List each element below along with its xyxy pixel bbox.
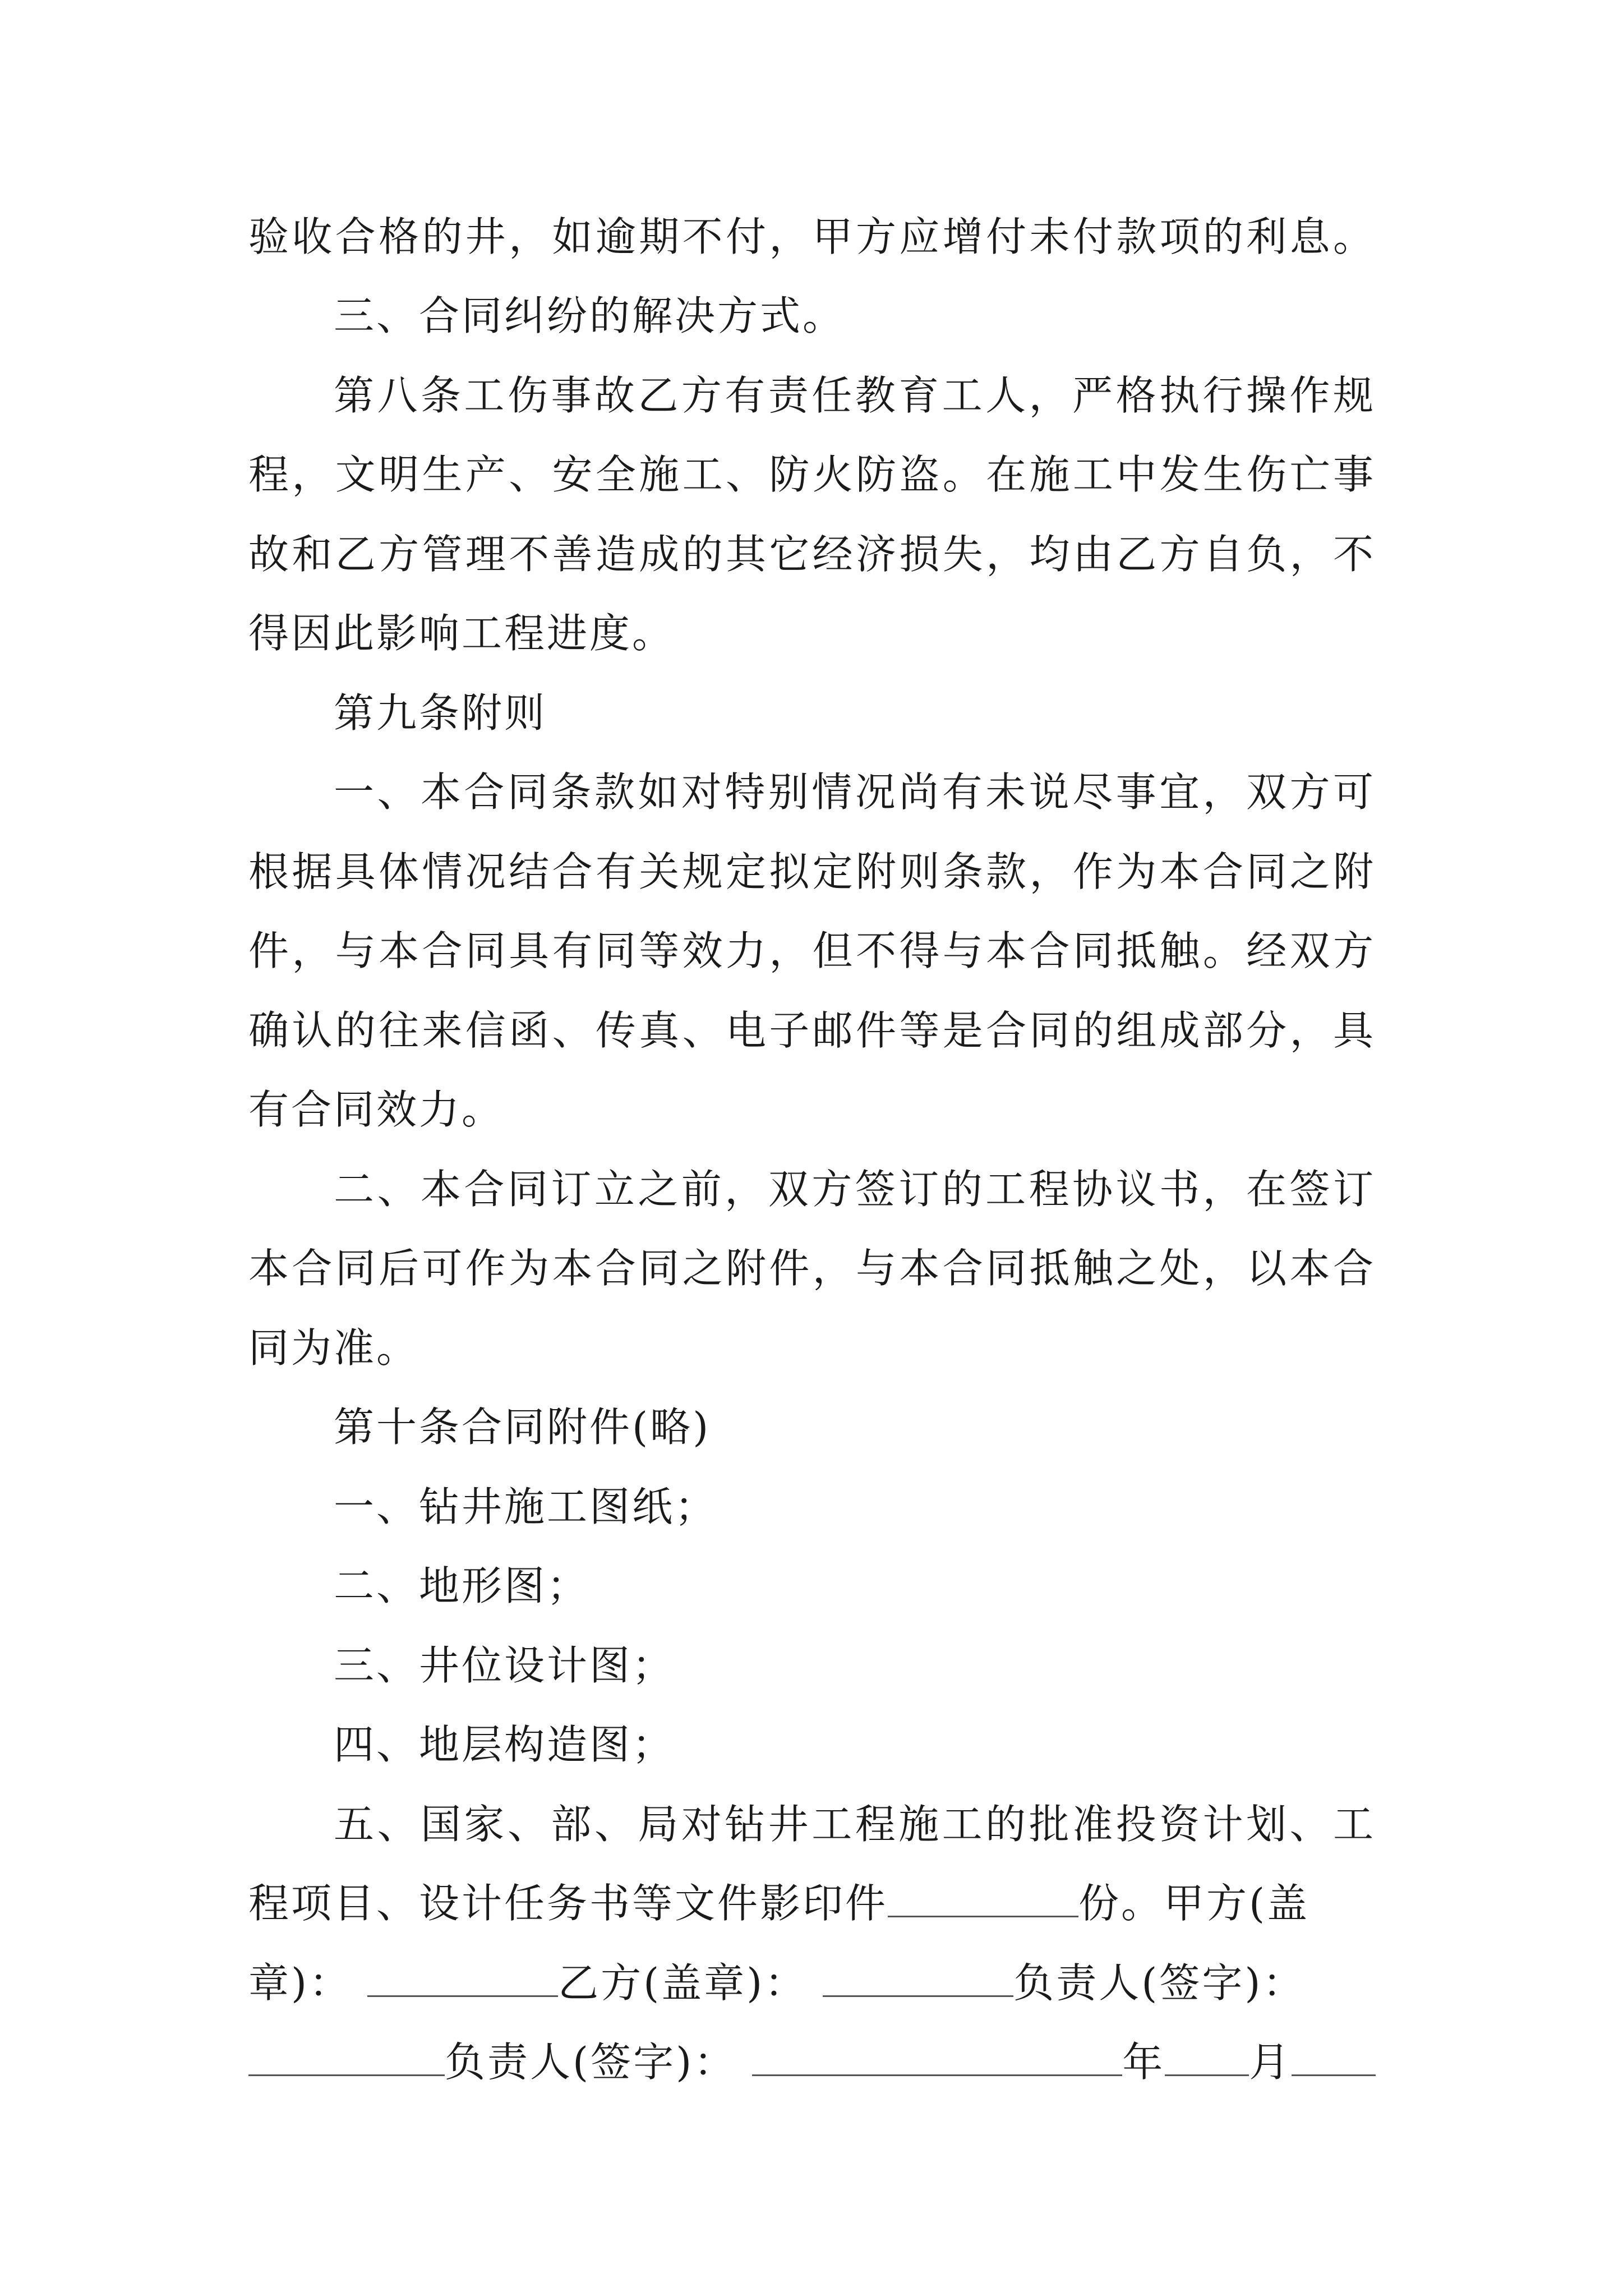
attachment-item-4: 四、地层构造图； — [334, 1721, 675, 1768]
text-line-article9-8: 同为准。 — [248, 1324, 419, 1372]
day-blank — [1292, 2040, 1376, 2076]
signature-line-1-text-b: 份。甲方(盖 — [1078, 1880, 1310, 1927]
copies-blank — [888, 1881, 1078, 1917]
attachment-item-1: 一、钻井施工图纸； — [334, 1483, 718, 1530]
month-blank — [1165, 2040, 1249, 2076]
attachment-item-3: 三、井位设计图； — [334, 1642, 675, 1689]
signature-line-3-text-c: 月 — [1249, 2039, 1292, 2086]
text-line-article9-3: 件，与本合同具有同等效力，但不得与本合同抵触。经双方 — [248, 927, 1376, 974]
signature-line-1-text-a: 程项目、设计任务书等文件影印件 — [248, 1880, 888, 1927]
party-a-seal-blank — [367, 1961, 558, 1997]
text-line-1: 验收合格的井，如逾期不付，甲方应增付未付款项的利息。 — [248, 213, 1376, 260]
article-9-heading: 第九条附则 — [334, 689, 547, 737]
signature-line-2 — [248, 1955, 1376, 2011]
signature-line-1 — [248, 1875, 1376, 1931]
article-10-heading: 第十条合同附件(略) — [334, 1404, 711, 1451]
text-line-article9-6: 二、本合同订立之前，双方签订的工程协议书，在签订 — [334, 1166, 1376, 1213]
text-line-article9-5: 有合同效力。 — [248, 1086, 505, 1133]
signature-line-2-text-c: 负责人(签字)： — [1013, 1959, 1306, 2007]
signature-line-2-text-a: 章)： — [248, 1959, 352, 2007]
party-a-signatory-blank — [248, 2040, 445, 2076]
party-b-seal-blank — [823, 1961, 1013, 1997]
text-line-article8-1: 第八条工伤事故乙方有责任教育工人，严格执行操作规 — [334, 372, 1376, 419]
section-heading-dispute: 三、合同纠纷的解决方式。 — [334, 292, 846, 339]
party-b-signatory-blank — [752, 2040, 1122, 2076]
text-line-article9-2: 根据具体情况结合有关规定拟定附则条款，作为本合同之附 — [248, 848, 1376, 895]
attachment-item-2: 二、地形图； — [334, 1562, 590, 1609]
text-line-article8-3: 故和乙方管理不善造成的其它经济损失，均由乙方自负，不 — [248, 531, 1376, 578]
text-line-article8-2: 程，文明生产、安全施工、防火防盗。在施工中发生伤亡事 — [248, 451, 1376, 498]
signature-line-3-text-a: 负责人(签字)： — [445, 2039, 737, 2086]
signature-line-3-text-b: 年 — [1122, 2039, 1165, 2086]
signature-line-2-text-b: 乙方(盖章)： — [558, 1959, 808, 2007]
signature-line-3 — [248, 2034, 1376, 2090]
text-line-article9-7: 本合同后可作为本合同之附件，与本合同抵触之处，以本合 — [248, 1245, 1376, 1292]
text-line-article8-4: 得因此影响工程进度。 — [248, 610, 675, 657]
text-line-article9-1: 一、本合同条款如对特别情况尚有未说尽事宜，双方可 — [334, 769, 1376, 816]
text-line-article9-4: 确认的往来信函、传真、电子邮件等是合同的组成部分，具 — [248, 1007, 1376, 1054]
attachment-item-5: 五、国家、部、局对钻井工程施工的批准投资计划、工 — [334, 1801, 1376, 1848]
